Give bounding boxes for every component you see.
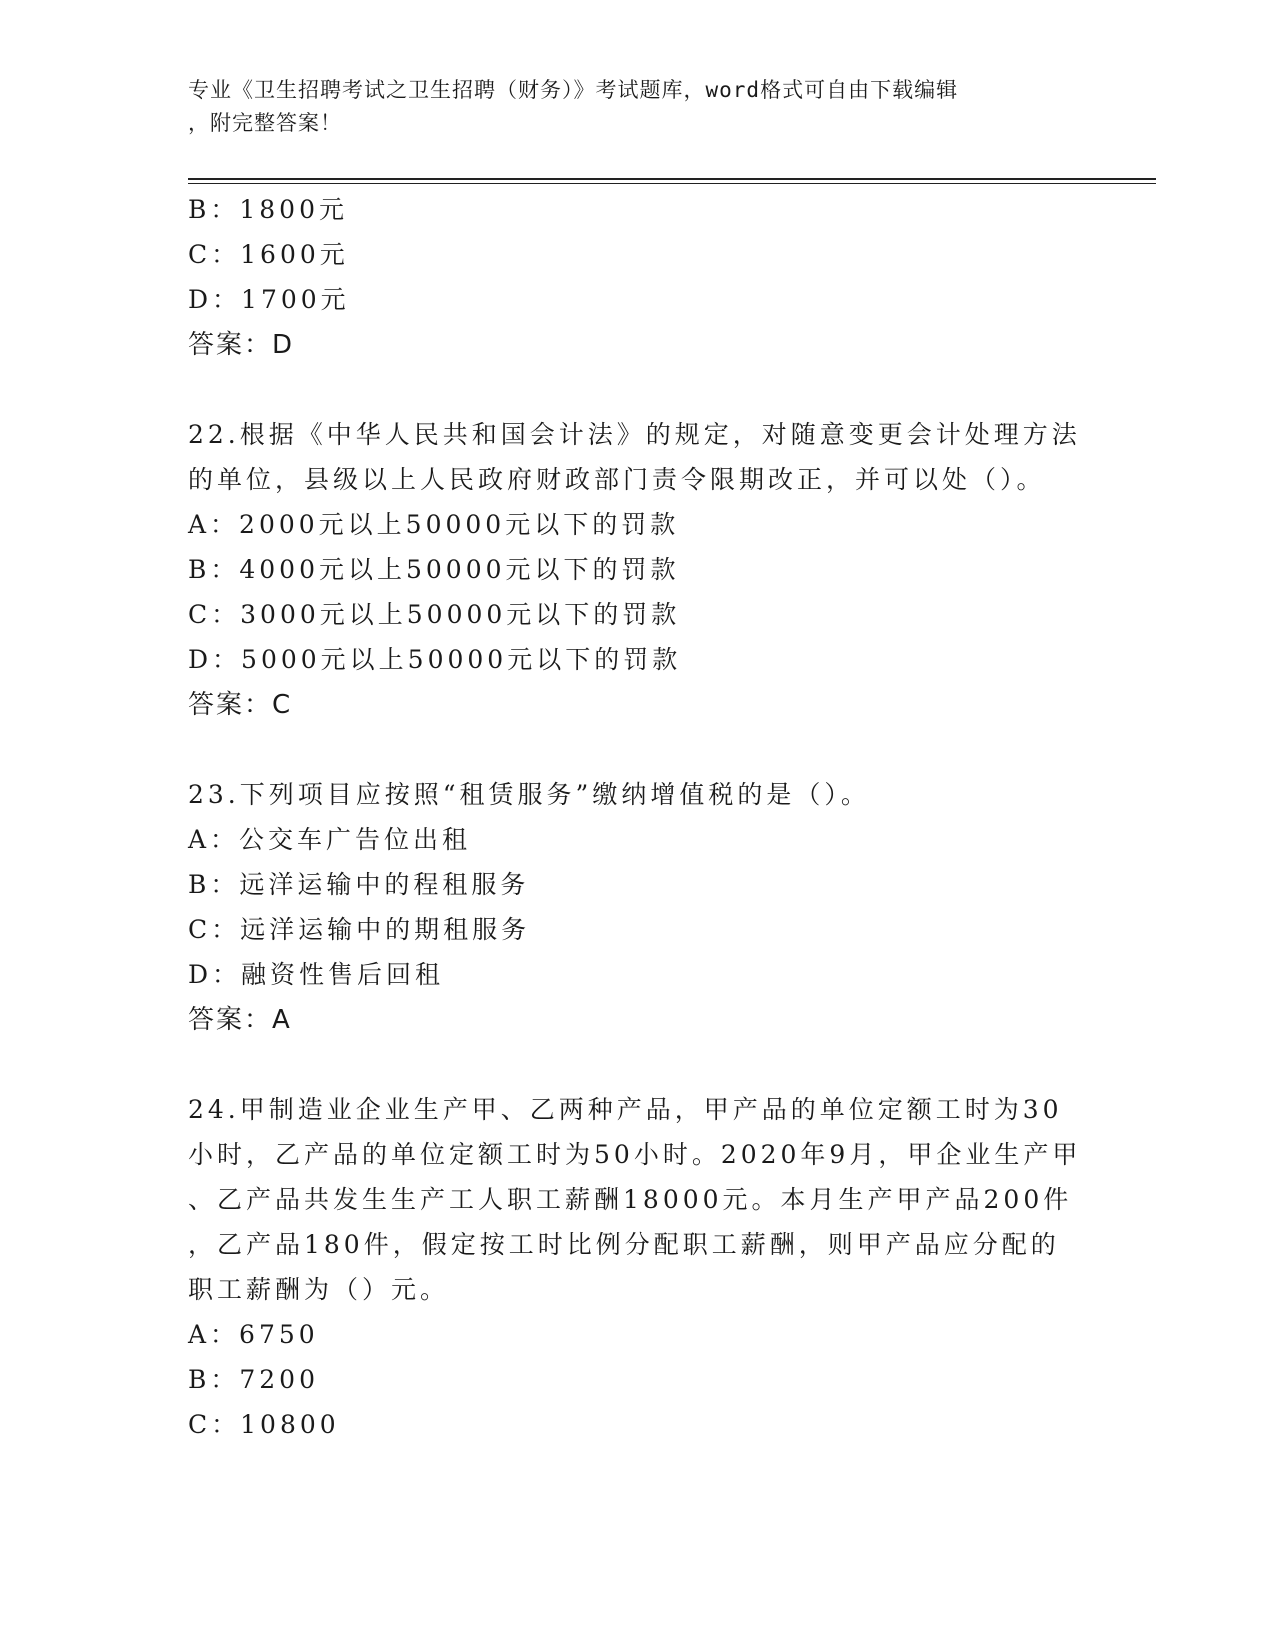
document-header: [188, 74, 1088, 140]
question-23-option-a: A：公交车广告位出租: [188, 825, 472, 854]
question-23-stem: 23.下列项目应按照“租赁服务”缴纳增值税的是（）。: [188, 780, 870, 809]
question-24-stem-line-5: 职工薪酬为（）元。: [188, 1275, 450, 1304]
question-23-option-d: D：融资性售后回租: [188, 960, 445, 989]
question-24-stem-line-3: 、乙产品共发生生产工人职工薪酬18000元。本月生产甲产品200件: [188, 1185, 1073, 1214]
question-23-option-b: B：远洋运输中的程租服务: [188, 870, 530, 899]
question-22-option-c: C：3000元以上50000元以下的罚款: [188, 600, 681, 629]
option-c: C：1600元: [188, 240, 349, 269]
question-24-option-c: C：10800: [188, 1410, 340, 1439]
question-24-stem-line-1: 24.甲制造业企业生产甲、乙两种产品，甲产品的单位定额工时为30: [188, 1095, 1063, 1124]
question-23-answer: 答案：A: [188, 1005, 292, 1035]
option-b: B：1800元: [188, 195, 348, 224]
question-24-option-b: B：7200: [188, 1365, 319, 1394]
header-rule-thick: [188, 178, 1156, 180]
header-line-1: 专业《卫生招聘考试之卫生招聘（财务）》考试题库，word格式可自由下载编辑: [188, 78, 959, 102]
question-24-option-a: A：6750: [188, 1320, 319, 1349]
question-22-option-b: B：4000元以上50000元以下的罚款: [188, 555, 680, 584]
question-23-option-c: C：远洋运输中的期租服务: [188, 915, 531, 944]
question-22-option-a: A：2000元以上50000元以下的罚款: [188, 510, 680, 539]
header-rule-thin: [188, 183, 1156, 184]
option-d: D：1700元: [188, 285, 350, 314]
header-line-2: ，附完整答案！: [188, 111, 342, 135]
question-22-stem-line-1: 22.根据《中华人民共和国会计法》的规定，对随意变更会计处理方法: [188, 420, 1081, 449]
question-24-stem-line-2: 小时，乙产品的单位定额工时为50小时。2020年9月，甲企业生产甲: [188, 1140, 1082, 1169]
answer-line: 答案：D: [188, 330, 295, 360]
question-22-stem-line-2: 的单位，县级以上人民政府财政部门责令限期改正，并可以处（）。: [188, 465, 1046, 494]
question-22-option-d: D：5000元以上50000元以下的罚款: [188, 645, 682, 674]
question-24-stem-line-4: ，乙产品180件，假定按工时比例分配职工薪酬，则甲产品应分配的: [188, 1230, 1060, 1259]
question-22-answer: 答案：C: [188, 690, 293, 720]
